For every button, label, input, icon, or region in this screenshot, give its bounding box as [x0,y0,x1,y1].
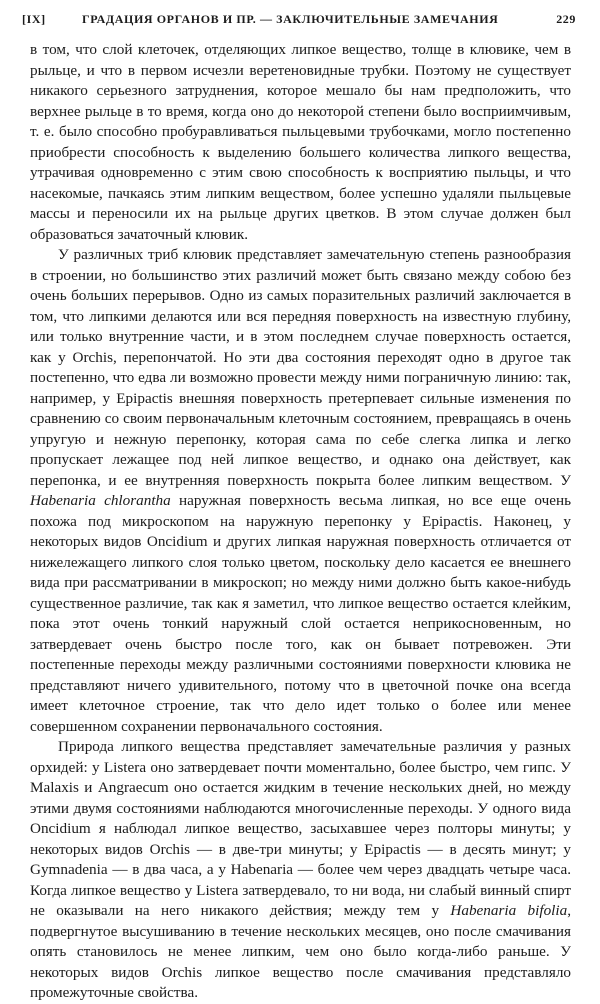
italic-species-name: Habenaria chlorantha [30,492,171,509]
text-run: , подвергнутое высушиванию в течение нескольких месяцев, оно после смачивания опять становилось не менее липким, чем оно было когда-либо раньше. У некоторых видов Orchis липкое вещество после смачивания представляло промежуточные свойства. [30,902,571,1001]
page-number: 229 [556,12,576,26]
body-text [30,40,571,1004]
running-title: ГРАДАЦИЯ ОРГАНОВ И ПР. — ЗАКЛЮЧИТЕЛЬНЫЕ ЗАМЕЧАНИЯ [82,12,499,26]
paragraph [30,245,571,737]
running-header [22,12,578,32]
paragraph [30,737,571,1004]
text-run: в том, что слой клеточек, отделяющих липкое вещество, толще в клювике, чем в рыльце, и что в первом исчезли веретеновидные трубки. Поэтому не существует никакого серьезного затруднения, которое мешало бы нам предположить, что верхнее рыльце в то время, когда оно до некоторой степени было восприимчивым, т. е. было способно пробуравливаться пыльцевыми трубочками, могло постепенно приобрести способность к выделению большего количества липкого вещества, утрачивая одновременно с этим свою способность к восприятию пыльцы, и что насекомые, пачкаясь этим липким веществом, более успешно удаляли пыльцевые массы и переносили их на рыльце других цветков. В этом случае должен был образоваться зачаточный клювик. [30,41,571,243]
chapter-number: [IX] [22,12,46,26]
italic-species-name: Habenaria bifolia [450,902,568,919]
text-run: наружная поверхность весьма липкая, но все еще очень похожа под микроскопом на наружную перепонку у Epipactis. Наконец, у некоторых видов Oncidium и других липкая наружная поверхность отличается от нижележащего липкого слоя только цветом, поскольку дело касается ее внешнего вида при рассматривании в микроскоп; но между ними должно быть какое-нибудь существенное различие, так как я заметил, что липкое вещество остается клейким, пока этот очень тонкий наружный слой остается неприкосновенным, но затвердевает очень быстро после того, как он бывает потревожен. Эти постепенные переходы между различными состояниями поверхности клювика не представляют ничего удивительного, потому что в цветочной почке она всегда имеет клеточное строение, так что дело идет только о более или менее совершенном сохранении первоначального состояния. [30,492,572,735]
paragraph [30,40,571,245]
text-run: У различных триб клювик представляет замечательную степень разнообразия в строении, но большинство этих различий может быть связано между собою без очень больших перерывов. Одно из самых поразительных различий заключается в том, что липкими делаются или вся передняя поверхность на известную глубину, или только внутренние части, и в этом последнем случае поверхность остается, как у Orchis, перепончатой. Но эти два состояния переходят одно в другое так постепенно, что едва ли возможно провести между ними пограничную линию: так, например, у Epipactis внешняя поверхность претерпевает сильные изменения по сравнению со своим первоначальным клеточным состоянием, превращаясь в очень упругую и нежную перепонку, которая сама по себе слегка липка и легко пропускает лежащее под ней липкое вещество, и однако она действует, как перепонка, и ее внутренняя поверхность покрыта более липким веществом. У [30,246,571,489]
text-run: Природа липкого вещества представляет замечательные различия у разных орхидей: у Listera оно затвердевает почти моментально, более быстро, чем гипс. У Malaxis и Angraecum оно остается жидким в течение нескольких дней, но между этими двумя состояниями наблюдаются многочисленные переходы. У одного вида Oncidium я наблюдал липкое вещество, засыхавшее через полторы минуты; у некоторых видов Orchis — в две-три минуты; у Epipactis — в десять минут; у Gymnadenia — в два часа, а у Habenaria — более чем через двадцать четыре часа. Когда липкое вещество у Listera затвердевало, то ни вода, ни слабый винный спирт не оказывали на него никакого действия; между тем у [30,738,571,919]
